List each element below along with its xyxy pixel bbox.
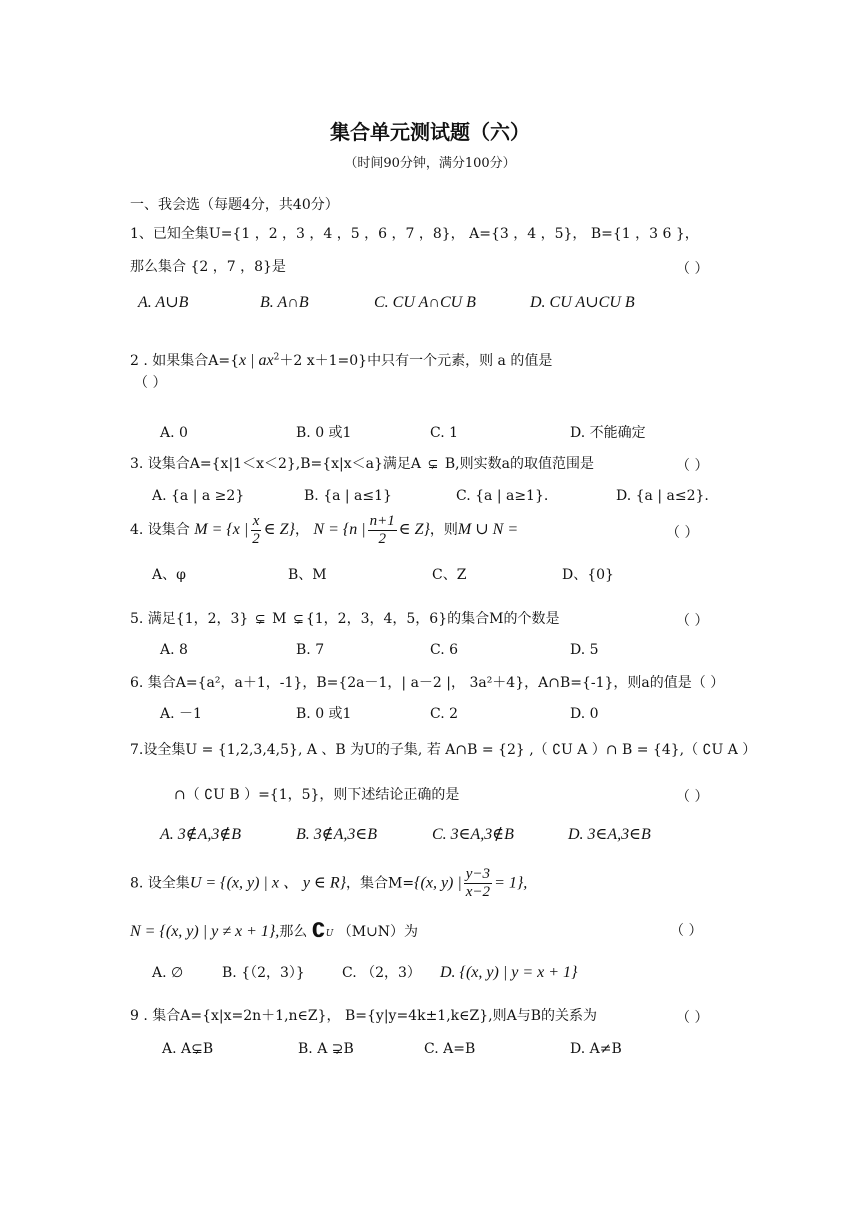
q8-text-d: （M∪N）为 [337, 924, 419, 940]
q8-set-n: N = {(x, y) | y ≠ x + 1}, [130, 923, 280, 940]
q4-option-b: B、M [288, 567, 327, 583]
q4-line: 4. 设集合 M = {x | $\frac{x}{2}$ ∈ Z}， N = {n | $\frac{n+1}{2}$ ∈ Z}，则M ∪ N = [130, 512, 519, 547]
q4-option-a: A、φ [152, 567, 186, 583]
q9-option-c: C. A=B [424, 1041, 476, 1057]
q5-text-c: {1，2，3，4，5，6}的集合M的个数是 [305, 611, 560, 627]
q9-option-b: B. A ⊋B [298, 1041, 354, 1057]
q6-option-c: C. 2 [430, 706, 459, 722]
q4-frac-x: $\frac{x}{2}$ [252, 512, 260, 547]
q2-expr: x | ax [239, 352, 274, 369]
page-title: 集合单元测试题（六） [330, 120, 530, 144]
q5-option-c: C. 6 [430, 642, 459, 658]
q2-option-b: B. 0 或1 [296, 425, 352, 441]
q1-option-c: C. CU A∩CU B [374, 294, 476, 311]
q2-suffix: 中只有一个元素，则 a 的值是 [367, 353, 553, 369]
q9-option-a: A. A⊊B [162, 1041, 214, 1057]
q7-option-a: A. 3∉A,3∉B [160, 826, 242, 843]
q5-answer-paren: （ ） [676, 613, 709, 629]
q5-option-b: B. 7 [296, 642, 325, 658]
q7-option-b: B. 3∉A,3∈B [296, 826, 378, 843]
q3-option-b: B. {a | a≤1} [304, 488, 392, 504]
q6-option-b: B. 0 或1 [296, 706, 352, 722]
q4-answer-paren: （ ） [666, 525, 699, 541]
q6-option-a: A. －1 [160, 706, 202, 722]
q8-option-b: B. {（2，3）} [222, 965, 305, 981]
q8-complement-sub: U [325, 929, 334, 939]
q5-text-a: 5. 满足{1，2，3} [130, 611, 249, 627]
q3-option-c: C. {a | a≥1}. [456, 488, 549, 504]
q1-answer-paren: （ ） [676, 261, 709, 277]
q1-option-a: A. A∪B [138, 294, 189, 311]
q4-option-c: C、Z [432, 567, 467, 583]
q8-line2 [130, 920, 418, 943]
page-subtitle: （时间90分钟，满分100分） [344, 156, 516, 171]
q2-answer-paren: （ ） [134, 375, 167, 391]
q3-text-b: B,则实数a的取值范围是 [444, 456, 594, 472]
q2-option-d: D. 不能确定 [570, 425, 646, 441]
q2-expr2: ＋2 x＋1=0} [279, 353, 368, 369]
q2-line: 2 . 如果集合A={x | $ax^2+2$ x＋1=0}中只有一个元素，则 a 的值是 [130, 352, 553, 369]
proper-subset-symbol: ⊊ [292, 611, 304, 627]
q8-option-a: A. ∅ [152, 965, 184, 981]
q8-universal-set: U = {(x, y) | x 、 y ∈ R} [189, 874, 347, 892]
q2-option-c: C. 1 [430, 425, 459, 441]
q7-option-c: C. 3∈A,3∉B [432, 826, 514, 843]
q8-text-c: ，集合M= [346, 875, 415, 892]
q2-option-a: A. 0 [160, 425, 188, 441]
q8-text-then: 那么 [279, 924, 308, 940]
q1-line2: 那么集合 {2 ，7 ，8}是 [130, 259, 286, 275]
q8-frac: $\frac{y-3}{x-2}$ [465, 866, 491, 900]
complement-icon: ∁ [311, 918, 326, 942]
q3-text-a: 3. 设集合A={x|1＜x＜2},B={x|x＜a}满足A [130, 456, 422, 472]
q4-set-m: M = {x | [194, 521, 249, 538]
q2-prefix: 2 . 如果集合A={ [130, 353, 240, 369]
q8-option-d: D. {(x, y) | y = x + 1} [440, 964, 578, 981]
q6-option-d: D. 0 [570, 706, 599, 722]
q3-answer-paren: （ ） [676, 458, 709, 474]
q1-option-b: B. A∩B [260, 294, 309, 311]
q4-option-d: D、{0} [562, 567, 614, 583]
q3-option-a: A. {a | a ≥2} [152, 488, 245, 504]
q4-set-n: N = {n | [313, 521, 366, 538]
q3-line [130, 455, 594, 473]
section-heading: 一、我会选（每题4分，共40分） [130, 197, 339, 213]
q7-option-d: D. 3∈A,3∈B [568, 826, 651, 843]
q8-text-a: 8. 设全集 [130, 875, 190, 892]
q7-line2: ∩（ ∁U B ）={1，5}，则下述结论正确的是 [174, 787, 460, 803]
q5-text-b: M [272, 611, 287, 627]
q5-option-a: A. 8 [160, 642, 188, 658]
q9-answer-paren: （ ） [676, 1010, 709, 1026]
q9-line: 9 . 集合A={x|x=2n＋1,n∈Z}， B={y|y=4k±1,k∈Z},则A与B的关系为 [130, 1008, 597, 1024]
q4-text-a: 4. 设集合 [130, 522, 190, 538]
q4-frac-n: $\frac{n+1}{2}$ [369, 512, 395, 547]
q3-option-d: D. {a | a≤2}. [616, 488, 709, 504]
q1-line1: 1、已知全集U={1 ，2 ，3 ，4 ，5 ，6 ，7 ，8}， A={3 ，4 ，5}， B={1 ，3 6 }， [130, 226, 699, 242]
q5-line [130, 610, 559, 628]
proper-subset-symbol: ⊊ [427, 456, 439, 472]
q9-option-d: D. A≠B [570, 1041, 622, 1057]
q7-line1: 7.设全集U = {1,2,3,4,5}, A 、B 为U的子集, 若 A∩B = {2} ,（ ∁U A ）∩ B = {4},（ ∁U A ） [130, 742, 757, 758]
q6-line: 6. 集合A={a²，a＋1，-1}，B={2a－1，| a－2 |， 3a²＋4}，A∩B={-1}，则a的值是（ ） [130, 675, 725, 691]
q8-answer-paren: （ ） [670, 923, 703, 939]
q8-option-c: C. （2，3） [342, 965, 421, 981]
q8-line1: 8. 设全集U = {(x, y) | x 、 y ∈ R}，集合M={(x, y) | $\frac{y-3}{x-2}$ = 1}, [130, 866, 528, 900]
q7-answer-paren: （ ） [676, 789, 709, 805]
proper-subset-symbol: ⊊ [254, 611, 266, 627]
q1-option-d: D. CU A∪CU B [530, 294, 635, 311]
q4-text-b: ，则 [429, 522, 458, 538]
q5-option-d: D. 5 [570, 642, 599, 658]
